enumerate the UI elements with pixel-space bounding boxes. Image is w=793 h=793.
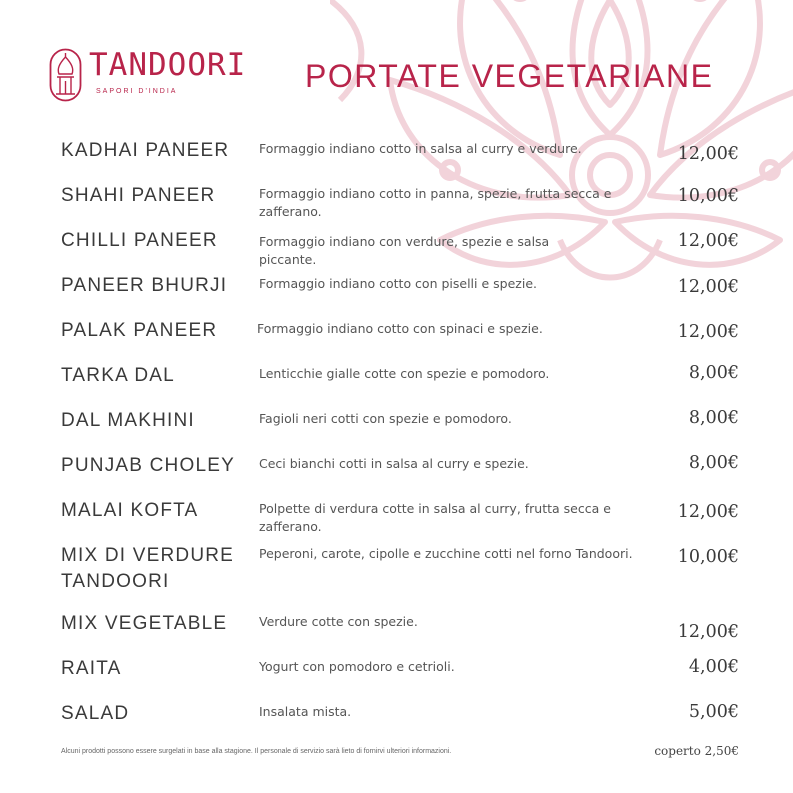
dish-description: Polpette di verdura cotte in salsa al curry, frutta secca e zafferano. <box>259 501 611 534</box>
dish-name: PALAK PANEER <box>61 320 218 341</box>
dish-description: Yogurt con pomodoro e cetrioli. <box>259 659 455 674</box>
dish-price: 5,00€ <box>688 702 739 722</box>
dish-price: 12,00€ <box>677 622 739 642</box>
dish-description: Formaggio indiano cotto in panna, spezie, frutta secca e zafferano. <box>259 186 612 219</box>
dish-description: Verdure cotte con spezie. <box>259 614 418 629</box>
dish-description: Formaggio indiano cotto con spinaci e spezie. <box>257 321 543 336</box>
brand-tagline: SAPORI D'INDIA <box>96 88 178 95</box>
dish-description: Ceci bianchi cotti in salsa al curry e spezie. <box>259 456 529 471</box>
dish-name: SHAHI PANEER <box>61 185 216 206</box>
dish-name: SALAD <box>61 703 130 724</box>
dish-description: Lenticchie gialle cotte con spezie e pomodoro. <box>259 366 550 381</box>
cover-charge: coperto 2,50€ <box>654 744 739 758</box>
dish-name: MIX DI VERDURE TANDOORI <box>61 545 235 592</box>
dish-price: 12,00€ <box>677 231 739 251</box>
dish-name: MALAI KOFTA <box>61 500 199 521</box>
dish-name: DAL MAKHINI <box>61 410 195 431</box>
dish-name: PUNJAB CHOLEY <box>61 455 235 476</box>
dish-description: Formaggio indiano con verdure, spezie e salsa piccante. <box>259 234 550 267</box>
dish-name: PANEER BHURJI <box>61 275 228 296</box>
dish-name: MIX VEGETABLE <box>61 613 228 634</box>
dish-description: Insalata mista. <box>259 704 352 719</box>
dish-description: Fagioli neri cotti con spezie e pomodoro. <box>259 411 512 426</box>
dish-price: 12,00€ <box>677 322 739 342</box>
footer-note: Alcuni prodotti possono essere surgelati in base alla stagione. Il personale di servizio sarà lieto di fornirvi ulteriori informazioni. <box>61 748 452 755</box>
brand-name: TANDOORI <box>89 47 247 83</box>
dish-price: 12,00€ <box>677 502 739 522</box>
dish-price: 10,00€ <box>677 186 739 206</box>
dish-name: CHILLI PANEER <box>61 230 218 251</box>
dish-price: 8,00€ <box>688 408 739 428</box>
dish-price: 12,00€ <box>677 277 739 297</box>
dish-description: Peperoni, carote, cipolle e zucchine cotti nel forno Tandoori. <box>259 546 633 561</box>
dish-name: KADHAI PANEER <box>61 140 230 161</box>
dish-price: 12,00€ <box>677 144 739 164</box>
dish-description: Formaggio indiano cotto in salsa al curry e verdure. <box>259 141 582 156</box>
page-title: PORTATE VEGETARIANE <box>305 58 714 94</box>
dish-price: 8,00€ <box>688 363 739 383</box>
dish-name: TARKA DAL <box>61 365 175 386</box>
dish-price: 4,00€ <box>688 657 739 677</box>
dish-price: 10,00€ <box>677 547 739 567</box>
dish-price: 8,00€ <box>688 453 739 473</box>
dish-description: Formaggio indiano cotto con piselli e spezie. <box>259 276 537 291</box>
dish-name: RAITA <box>61 658 122 679</box>
